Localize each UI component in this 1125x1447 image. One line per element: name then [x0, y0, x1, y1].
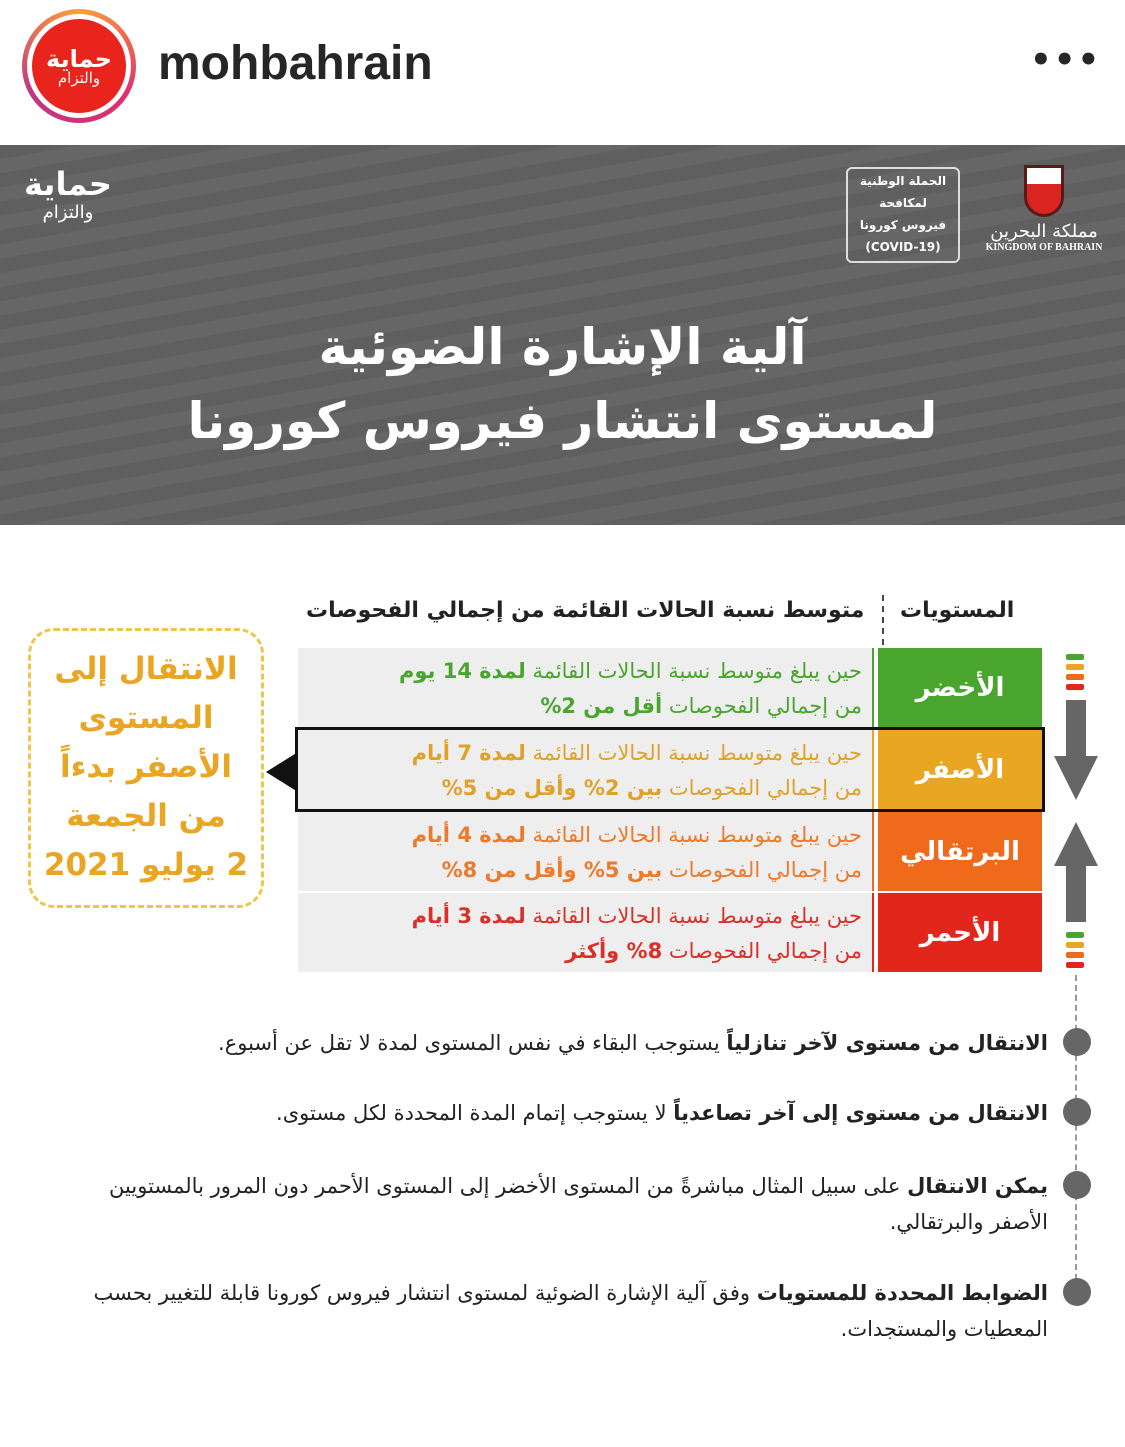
- level-row: [298, 730, 1042, 809]
- criteria-line-1: [298, 818, 862, 853]
- campaign-line: (COVID-19): [865, 240, 941, 254]
- logo-text-1: حماية: [24, 165, 112, 203]
- note-item: [48, 1025, 1048, 1061]
- level-label: الأصفر: [878, 730, 1042, 809]
- criteria-duration: لمدة 3 أيام: [411, 904, 526, 928]
- criteria-text: من إجمالي الفحوصات: [668, 939, 862, 963]
- pointer-arrow-icon: [266, 752, 298, 792]
- campaign-line: فيروس كورونا: [859, 218, 947, 232]
- criteria-text: حين يبلغ متوسط نسبة الحالات القائمة: [532, 823, 862, 847]
- note-bold: الانتقال من مستوى لآخر تنازلياً: [726, 1031, 1048, 1055]
- level-row: [298, 812, 1042, 891]
- bullet-dot-icon: [1063, 1028, 1091, 1056]
- criteria-range: أقل من 2%: [540, 694, 663, 718]
- level-row: [298, 648, 1042, 727]
- arrow-down-icon: [1054, 700, 1098, 800]
- kingdom-logo: [978, 165, 1110, 253]
- criteria-line-1: [298, 654, 862, 689]
- criteria-line-2: [298, 934, 862, 969]
- level-label: البرتقالي: [878, 812, 1042, 891]
- callout-line: الأصفر بدءاً: [59, 749, 233, 785]
- avatar[interactable]: [22, 9, 136, 123]
- campaign-line: الحملة الوطنية: [859, 174, 947, 188]
- callout-line: المستوى: [78, 700, 214, 736]
- average-column-header: متوسط نسبة الحالات القائمة من إجمالي الفحوصات: [306, 598, 865, 623]
- criteria-range: 8% وأكثر: [565, 939, 663, 963]
- infographic-title: [0, 310, 1125, 458]
- criteria-range: بين 2% وأقل من 5%: [441, 776, 663, 800]
- criteria-line-2: [298, 771, 862, 806]
- criteria-duration: لمدة 4 أيام: [411, 823, 526, 847]
- criteria-duration: لمدة 14 يوم: [398, 659, 526, 683]
- callout-line: من الجمعة: [66, 798, 226, 834]
- bullet-dot-icon: [1063, 1098, 1091, 1126]
- callout-line: الانتقال إلى: [54, 651, 238, 687]
- arrow-up-icon: [1054, 822, 1098, 922]
- level-criteria: [298, 730, 872, 809]
- level-criteria: [298, 812, 872, 891]
- levels-column-header: المستويات: [900, 598, 1015, 623]
- username-link[interactable]: mohbahrain: [158, 37, 433, 90]
- criteria-text: من إجمالي الفحوصات: [668, 694, 862, 718]
- note-bold: الانتقال من مستوى إلى آخر تصاعدياً: [673, 1101, 1048, 1125]
- criteria-text: حين يبلغ متوسط نسبة الحالات القائمة: [532, 659, 862, 683]
- kingdom-en: KINGDOM OF BAHRAIN: [985, 242, 1103, 253]
- criteria-line-1: [298, 899, 862, 934]
- level-label: الأخضر: [878, 648, 1042, 727]
- more-options-icon[interactable]: •••: [1030, 40, 1102, 80]
- criteria-line-2: [298, 689, 862, 724]
- note-item: [48, 1275, 1048, 1347]
- note-item: [48, 1168, 1048, 1240]
- avatar-text-1: حماية: [46, 44, 112, 73]
- criteria-text: من إجمالي الفحوصات: [668, 776, 862, 800]
- note-item: [48, 1095, 1048, 1131]
- national-campaign-badge: [846, 167, 960, 263]
- level-row: [298, 893, 1042, 972]
- bullet-dot-icon: [1063, 1278, 1091, 1306]
- level-criteria: [298, 893, 872, 972]
- logo-text-2: والتزام: [42, 202, 94, 224]
- criteria-text: حين يبلغ متوسط نسبة الحالات القائمة: [532, 741, 862, 765]
- criteria-line-2: [298, 853, 862, 888]
- level-label: الأحمر: [878, 893, 1042, 972]
- post-header: [0, 0, 1125, 145]
- level-criteria: [298, 648, 872, 727]
- title-line-1: آلية الإشارة الضوئية: [318, 318, 807, 376]
- infographic-banner: [0, 145, 1125, 525]
- criteria-range: بين 5% وأقل من 8%: [441, 858, 663, 882]
- criteria-text: من إجمالي الفحوصات: [668, 858, 862, 882]
- note-text: يستوجب البقاء في نفس المستوى لمدة لا تقل عن أسبوع.: [218, 1031, 727, 1055]
- criteria-duration: لمدة 7 أيام: [411, 741, 526, 765]
- traffic-bars-icon: [1066, 932, 1084, 972]
- avatar-logo: [32, 19, 126, 113]
- campaign-logo: [18, 167, 118, 267]
- crest-icon: [1024, 165, 1064, 217]
- traffic-bars-icon: [1066, 654, 1084, 694]
- column-divider: [882, 595, 884, 645]
- criteria-line-1: [298, 736, 862, 771]
- note-text: لا يستوجب إتمام المدة المحددة لكل مستوى.: [276, 1101, 674, 1125]
- title-line-2: لمستوى انتشار فيروس كورونا: [187, 392, 938, 450]
- kingdom-ar: مملكة البحرين: [990, 221, 1098, 242]
- note-text: وفق آلية الإشارة الضوئية لمستوى انتشار فيروس كورونا قابلة للتغيير بحسب المعطيات والمستجدات.: [93, 1281, 1048, 1341]
- bullet-dot-icon: [1063, 1171, 1091, 1199]
- avatar-text-2: والتزام: [57, 68, 101, 87]
- campaign-line: لمكافحة: [879, 196, 927, 210]
- note-bold: يمكن الانتقال: [907, 1174, 1048, 1198]
- note-bold: الضوابط المحددة للمستويات: [756, 1281, 1048, 1305]
- timeline-line: [1075, 975, 1077, 1280]
- criteria-text: حين يبلغ متوسط نسبة الحالات القائمة: [532, 904, 862, 928]
- callout-line: 2 يوليو 2021: [43, 847, 249, 883]
- note-text: على سبيل المثال مباشرةً من المستوى الأخضر إلى المستوى الأحمر دون المرور بالمستويين الأصفر والبرتقالي.: [109, 1174, 1048, 1234]
- announcement-callout: [28, 628, 264, 908]
